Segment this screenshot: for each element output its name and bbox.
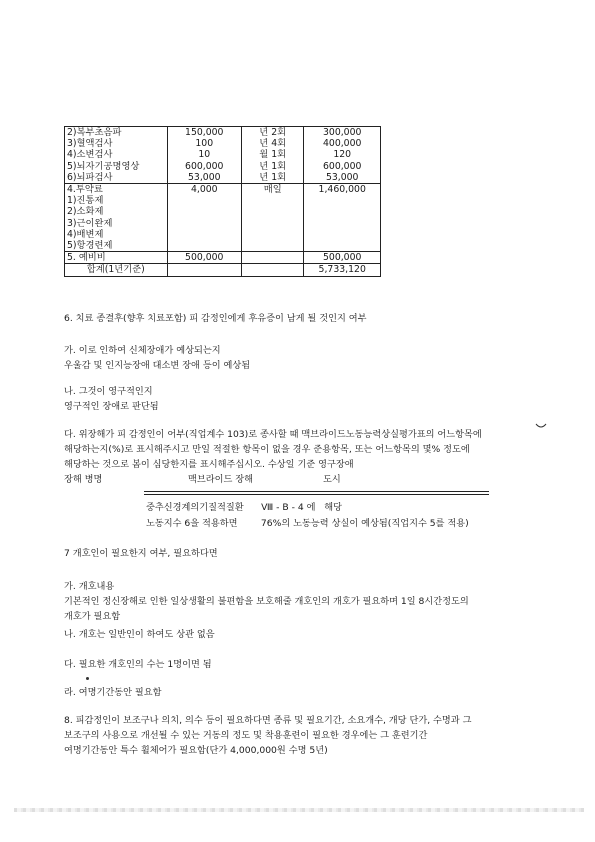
section-6-na-title: 나. 그것이 영구적인지 bbox=[64, 386, 153, 397]
item-cell: 2)소화제 bbox=[65, 206, 168, 217]
table-row bbox=[65, 172, 381, 184]
unit-price-cell: 10 bbox=[167, 149, 241, 160]
section-7-ra: 라. 여명기간동안 필요함 bbox=[64, 687, 162, 698]
frequency-cell bbox=[241, 240, 303, 252]
section-6-ga-title: 가. 이로 인하여 신체장애가 예상되는지 bbox=[64, 345, 221, 356]
amount-cell: 500,000 bbox=[304, 252, 381, 264]
section-7-da: 다. 필요한 개호인의 수는 1명이면 됨 bbox=[64, 659, 212, 670]
unit-price-cell: 100 bbox=[167, 138, 241, 149]
item-cell: 합계(1년기준) bbox=[65, 264, 168, 276]
amount-cell: 400,000 bbox=[304, 138, 381, 149]
table-row bbox=[65, 240, 381, 252]
amount-cell: 1,460,000 bbox=[304, 184, 381, 196]
table-row bbox=[65, 138, 381, 149]
item-cell: 1)진통제 bbox=[65, 195, 168, 206]
section-7-title: 7 개호인이 필요한지 여부, 필요하다면 bbox=[64, 548, 218, 559]
unit-price-cell bbox=[167, 264, 241, 276]
section-6-da-line3: 해당하는 것으로 봄이 심당한지를 표시해주십시오. 수상일 기준 영구장애 bbox=[64, 459, 354, 470]
header-col-disease: 장해 병명 bbox=[64, 474, 103, 485]
scan-edge-artifact bbox=[14, 808, 584, 812]
frequency-cell bbox=[241, 206, 303, 217]
header-col-figure: 도시 bbox=[323, 474, 341, 485]
frequency-cell bbox=[241, 229, 303, 240]
amount-cell: 300,000 bbox=[304, 127, 381, 139]
amount-cell: 53,000 bbox=[304, 172, 381, 184]
item-cell: 6)뇌파검사 bbox=[65, 172, 168, 184]
diagnosis-line-2: 노동지수 6을 적용하면 76%의 노동능력 상실이 예상됨(직업지수 5를 적용) bbox=[146, 518, 469, 529]
section-6-da-line1: 다. 위장해가 피 감정인이 어부(직업계수 103)로 종사할 때 맥브라이드노동능력상실평가표의 어느항목에 bbox=[64, 429, 482, 440]
unit-price-cell: 53,000 bbox=[167, 172, 241, 184]
frequency-cell: 년 1회 bbox=[241, 161, 303, 172]
item-cell: 2)복부초음파 bbox=[65, 127, 168, 139]
amount-cell bbox=[304, 206, 381, 217]
handwritten-circle-mark bbox=[535, 422, 547, 429]
section-6-na-answer: 영구적인 장애로 판단됨 bbox=[64, 401, 159, 412]
section-8-line1: 8. 피감정인이 보조구나 의치, 의수 등이 필요하다면 종류 및 필요기간, 소요개수, 개당 단가, 수명과 그 bbox=[64, 715, 472, 726]
section-7-na: 나. 개호는 일반인이 하여도 상관 없음 bbox=[64, 629, 215, 640]
amount-cell: 120 bbox=[304, 149, 381, 160]
header-divider bbox=[144, 491, 489, 495]
table-row bbox=[65, 206, 381, 217]
section-6-da-line2: 해당하는지(%)로 표시해주시고 만일 적절한 항목이 없을 경우 준용항목, 또는 어느항목의 몇% 정도에 bbox=[64, 444, 470, 455]
table-row bbox=[65, 184, 381, 196]
item-cell: 4)배변제 bbox=[65, 229, 168, 240]
section-7-ga-title: 가. 개호내용 bbox=[64, 581, 115, 592]
table-row bbox=[65, 161, 381, 172]
frequency-cell: 년 4회 bbox=[241, 138, 303, 149]
item-cell: 4)소변검사 bbox=[65, 149, 168, 160]
section-6-ga-answer: 우울감 및 인지능장애 대소변 장애 등이 예상됨 bbox=[64, 360, 251, 371]
unit-price-cell bbox=[167, 206, 241, 217]
section-8-line2: 보조구의 사용으로 개선될 수 있는 거동의 정도 및 착용훈련이 필요한 경우에는 그 훈련기간 bbox=[64, 730, 428, 741]
item-cell: 5)뇌자기공명영상 bbox=[65, 161, 168, 172]
item-cell: 3)혈액검사 bbox=[65, 138, 168, 149]
cost-table bbox=[64, 126, 381, 277]
pen-dot-mark bbox=[86, 677, 89, 680]
unit-price-cell bbox=[167, 218, 241, 229]
table-row bbox=[65, 218, 381, 229]
section-8-line3: 여명기간동안 특수 휠체어가 필요함(단가 4,000,000원 수명 5년) bbox=[64, 745, 328, 756]
amount-cell bbox=[304, 218, 381, 229]
table-row bbox=[65, 252, 381, 264]
frequency-cell bbox=[241, 195, 303, 206]
section-6-title: 6. 치료 종결후(향후 치료포함) 피 감정인에게 후유증이 남게 될 것인지 여부 bbox=[64, 313, 367, 324]
unit-price-cell bbox=[167, 195, 241, 206]
table-row bbox=[65, 149, 381, 160]
amount-cell: 600,000 bbox=[304, 161, 381, 172]
unit-price-cell: 500,000 bbox=[167, 252, 241, 264]
table-row bbox=[65, 229, 381, 240]
unit-price-cell: 150,000 bbox=[167, 127, 241, 139]
item-cell: 5. 예비비 bbox=[65, 252, 168, 264]
frequency-cell: 년 2회 bbox=[241, 127, 303, 139]
section-7-ga-line1: 기본적인 정신장해로 인한 일상생활의 불편함을 보호해줄 개호인의 개호가 필요하며 1일 8시간정도의 bbox=[64, 596, 469, 607]
unit-price-cell: 600,000 bbox=[167, 161, 241, 172]
item-cell: 5)항경련제 bbox=[65, 240, 168, 252]
unit-price-cell bbox=[167, 240, 241, 252]
table-row bbox=[65, 127, 381, 139]
frequency-cell: 년 1회 bbox=[241, 172, 303, 184]
frequency-cell bbox=[241, 252, 303, 264]
section-7-ga-line2: 개호가 필요함 bbox=[64, 611, 121, 622]
frequency-cell bbox=[241, 218, 303, 229]
unit-price-cell: 4,000 bbox=[167, 184, 241, 196]
frequency-cell: 매일 bbox=[241, 184, 303, 196]
table-row bbox=[65, 264, 381, 276]
amount-cell bbox=[304, 195, 381, 206]
header-col-mcbride: 맥브라이드 장해 bbox=[188, 474, 254, 485]
unit-price-cell bbox=[167, 229, 241, 240]
amount-cell bbox=[304, 240, 381, 252]
cost-table-body bbox=[65, 127, 381, 277]
frequency-cell bbox=[241, 264, 303, 276]
diagnosis-line-1: 중추신경계의기질적질환 Ⅷ - B - 4 에 해당 bbox=[146, 502, 343, 513]
amount-cell bbox=[304, 229, 381, 240]
item-cell: 3)근이완제 bbox=[65, 218, 168, 229]
table-row bbox=[65, 195, 381, 206]
frequency-cell: 월 1회 bbox=[241, 149, 303, 160]
item-cell: 4.투약료 bbox=[65, 184, 168, 196]
amount-cell: 5,733,120 bbox=[304, 264, 381, 276]
